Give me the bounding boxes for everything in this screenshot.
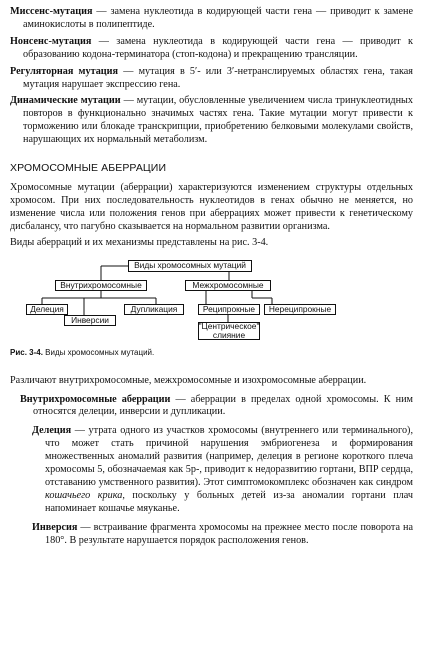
mutation-types-diagram (26, 260, 336, 340)
term-nonsense: Нонсенс-мутация (10, 35, 92, 47)
definition-deletion-text-1: — утрата одного из участков хромосомы (внутреннего или терминального), что может стать причиной нарушения эмбриогенеза и формирования множественных аномалий развития (например, делеция в регионе короткого плеча хромосомы 5, обозначаемая как 5p-, приводит к недоразвитию гортани, ВПР сердца, отставанию умственного развития). Этот симптомокомплекс обозначен как синдром (45, 425, 413, 488)
inversion-node: Инверсии (64, 315, 116, 326)
reciprocal-node: Реципрокные (198, 304, 260, 315)
centric-fusion-node (198, 322, 260, 340)
definition-dynamic (10, 95, 413, 147)
term-missense: Миссенс-мутация (10, 6, 93, 17)
term-inversion: Инверсия (32, 521, 78, 533)
definition-intrachromosomal (10, 394, 413, 420)
definition-inversion-text: — встраивание фрагмента хромосомы на прежнее место после поворота на 180°. В результате нарушается порядок расположения генов. (45, 521, 413, 546)
definition-regulatory-text: — мутация в 5′- или 3′-нетранслируемых областях гена, такая мутация нарушает экспрессию гена. (23, 65, 413, 90)
definition-deletion-text-2: , поскольку у больных детей из-за аномалии гортани плач напоминает кошачье мяуканье. (45, 489, 413, 514)
definition-missense (10, 6, 413, 32)
definition-dynamic-text: — мутации, обусловленные увеличением числа тринуклеотидных повторов в функционально значимых частях гена. Такие мутации могут привести к торможению или блокаде транскрипции, приобретению белковыми молекулами свойств, нарушающих их нормальный метаболизм. (23, 95, 413, 146)
definition-nonsense (10, 36, 413, 62)
definition-intrachromosomal-text: — аберрации в пределах одной хромосомы. К ним относятся делеции, инверсии и дупликации. (33, 393, 413, 418)
definition-regulatory (10, 66, 413, 92)
section-heading: ХРОМОСОМНЫЕ АБЕРРАЦИИ (10, 162, 167, 175)
term-regulatory: Регуляторная мутация (10, 65, 119, 77)
term-intrachromosomal: Внутрихромосомные аберрации (20, 393, 171, 405)
paragraph-figure-reference: Виды аберраций и их механизмы представлены на рис. 3-4. (10, 236, 269, 248)
definition-deletion (10, 425, 413, 515)
figure-label: Рис. 3-4. (10, 347, 43, 357)
intrachromosomal-node: Внутрихромосомные (55, 280, 147, 291)
definition-inversion (10, 522, 413, 548)
term-dynamic: Динамические мутации (10, 95, 121, 107)
centric-fusion-line-1: "Центрическое" (198, 320, 260, 331)
interchromosomal-node: Межхромосомные (185, 280, 271, 291)
root-node: Виды хромосомных мутаций (128, 260, 252, 272)
diagram-connectors (26, 260, 336, 340)
deletion-node: Делеция (26, 304, 68, 315)
centric-fusion-line-2: слияние (212, 329, 246, 340)
figure-caption-text: Виды хромосомных мутаций. (42, 347, 155, 357)
definition-missense-text: — замена нуклеотида в кодирующей части гена — приводит к замене аминокислоты в полипептиде. (23, 6, 413, 30)
figure-caption (10, 348, 413, 357)
definition-nonsense-text: — замена нуклеотида в кодирующей части гена — приводит к образованию кодона-терминатора (стоп-кодона) и прекращению трансляции. (23, 35, 413, 60)
nonreciprocal-node: Нереципрокные (264, 304, 336, 315)
cri-du-chat-term: кошачьего крика (45, 489, 123, 501)
paragraph-aberrations: Хромосомные мутации (аберрации) характеризуются изменением структуры отдельных хромосом. При них последовательность нуклеотидов в генах обычно не меняется, но изменение числа или положения генов при аберрациях может привести к генетическому дисбалансу, что пагубно сказывается на нормальном развитии организма. (10, 182, 413, 232)
aberration-types-intro: Различают внутрихромосомные, межхромосомные и изохромосомные аберрации. (10, 374, 367, 386)
duplication-node: Дупликация (124, 304, 184, 315)
term-deletion: Делеция (32, 425, 72, 437)
